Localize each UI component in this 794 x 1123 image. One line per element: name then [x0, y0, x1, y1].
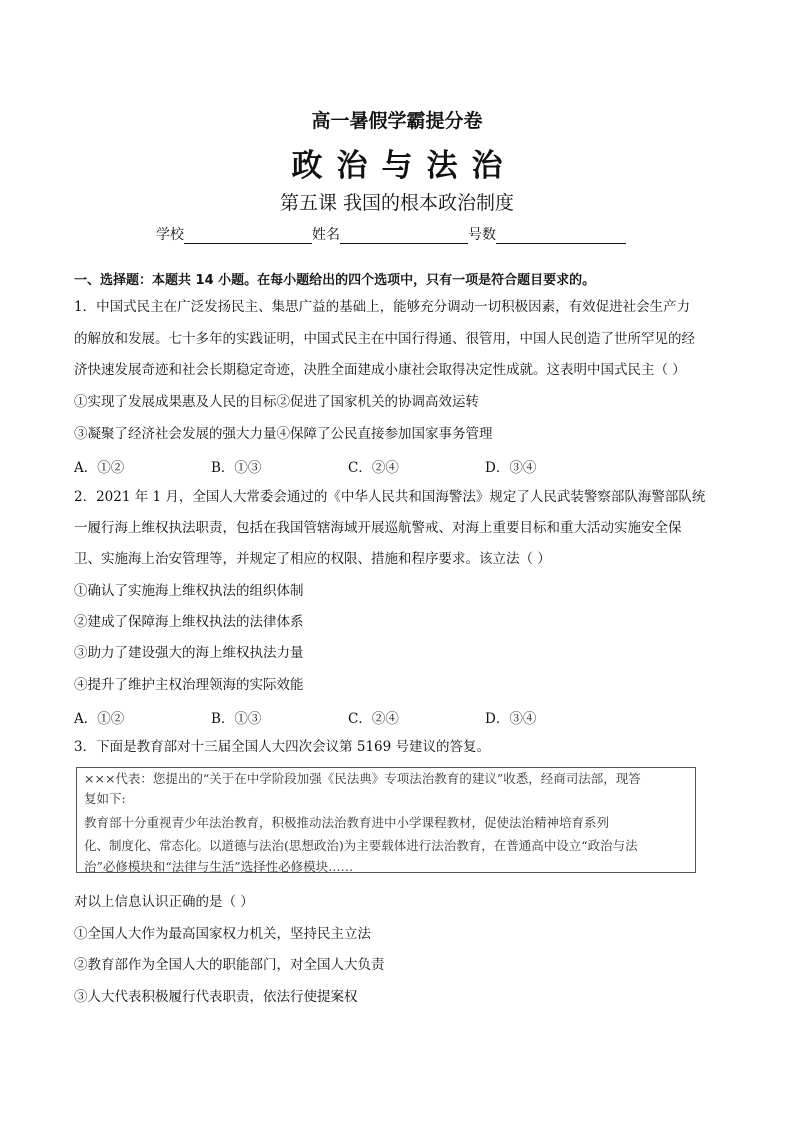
quote-line-1: ×××代表：您提出的“关于在中学阶段加强《民法典》专项法治教育的建议”收悉，经商司法部，现答 [84, 771, 641, 786]
quote-line-3: 教育部十分重视青少年法治教育，积极推动法治教育进中小学课程教材，促使法治精神培育系列 [84, 815, 610, 830]
q1-options [74, 456, 622, 476]
q1-option-c[interactable]: C．②④ [348, 460, 399, 476]
q1-option-d[interactable]: D．③④ [485, 460, 537, 476]
q1-line-2: 的解放和发展。七十多年的实践证明，中国式民主在中国行得通、很管用，中国人民创造了世所罕见的经 [74, 331, 695, 347]
q1-option-b[interactable]: B．①③ [211, 460, 262, 476]
q2-statement-3: ③助力了建设强大的海上维权执法力量 [74, 645, 304, 661]
q1-statement-2: ③凝聚了经济社会发展的强大力量④保障了公民直接参加国家事务管理 [74, 426, 493, 442]
q3-statement-1: ①全国人大作为最高国家权力机关，坚持民主立法 [74, 926, 371, 942]
q1-statement-1: ①实现了发展成果惠及人民的目标②促进了国家机关的协调高效运转 [74, 394, 479, 410]
q1-option-a[interactable]: A．①② [74, 460, 125, 476]
q2-statement-1: ①确认了实施海上维权执法的组织体制 [74, 583, 304, 599]
number-label: 号数 [468, 227, 496, 243]
name-blank[interactable] [340, 227, 468, 244]
exam-series-title: 高一暑假学霸提分卷 [311, 110, 483, 132]
school-label: 学校 [156, 227, 184, 243]
q2-option-c[interactable]: C．②④ [348, 711, 399, 727]
school-blank[interactable] [184, 227, 312, 244]
q2-line-2: 一履行海上维权执法职责，包括在我国管辖海域开展巡航警戒、对海上重要目标和重大活动实施安全保 [74, 520, 682, 536]
q1-line-1: 1．中国式民主在广泛发扬民主、集思广益的基础上，能够充分调动一切积极因素，有效促进社会生产力 [74, 299, 691, 315]
q2-line-3: 卫、实施海上治安管理等，并规定了相应的权限、措施和程序要求。该立法（ ） [74, 551, 551, 567]
q2-option-b[interactable]: B．①③ [211, 711, 262, 727]
q2-option-a[interactable]: A．①② [74, 711, 125, 727]
lesson-title: 第五课 我国的根本政治制度 [279, 192, 515, 214]
q3-statement-2: ②教育部作为全国人大的职能部门，对全国人大负责 [74, 957, 385, 973]
section-heading: 一、选择题：本题共 14 小题。在每小题给出的四个选项中，只有一项是符合题目要求的。 [74, 273, 596, 288]
name-label: 姓名 [312, 227, 340, 243]
q1-line-3: 济快速发展奇迹和社会长期稳定奇迹，决胜全面建成小康社会取得决定性成就。这表明中国式民主（ ） [74, 362, 686, 378]
q3-statement-3: ③人大代表积极履行代表职责，依法行使提案权 [74, 989, 358, 1005]
subject-title: 政治与法治 [291, 148, 517, 184]
quote-line-5: 治”必修模块和“法律与生活”选择性必修模块…… [84, 859, 354, 874]
q2-option-d[interactable]: D．③④ [485, 711, 537, 727]
q3-stem: 对以上信息认识正确的是（ ） [74, 894, 254, 910]
quote-line-2: 复如下: [84, 791, 126, 806]
quote-line-4: 化、制度化、常态化。以道德与法治(思想政治)为主要载体进行法治教育，在普通高中设立“政治与法 [84, 838, 638, 853]
q2-statement-2: ②建成了保障海上维权执法的法律体系 [74, 614, 304, 630]
student-info-fields [156, 224, 626, 244]
q2-options [74, 707, 622, 727]
q2-statement-4: ④提升了维护主权治理领海的实际效能 [74, 677, 304, 693]
q2-line-1: 2．2021 年 1 月，全国人大常委会通过的《中华人民共和国海警法》规定了人民武装警察部队海警部队统 [74, 489, 706, 505]
number-blank[interactable] [496, 227, 626, 244]
q3-line-1: 3．下面是教育部对十三届全国人大四次会议第 5169 号建议的答复。 [74, 739, 491, 755]
